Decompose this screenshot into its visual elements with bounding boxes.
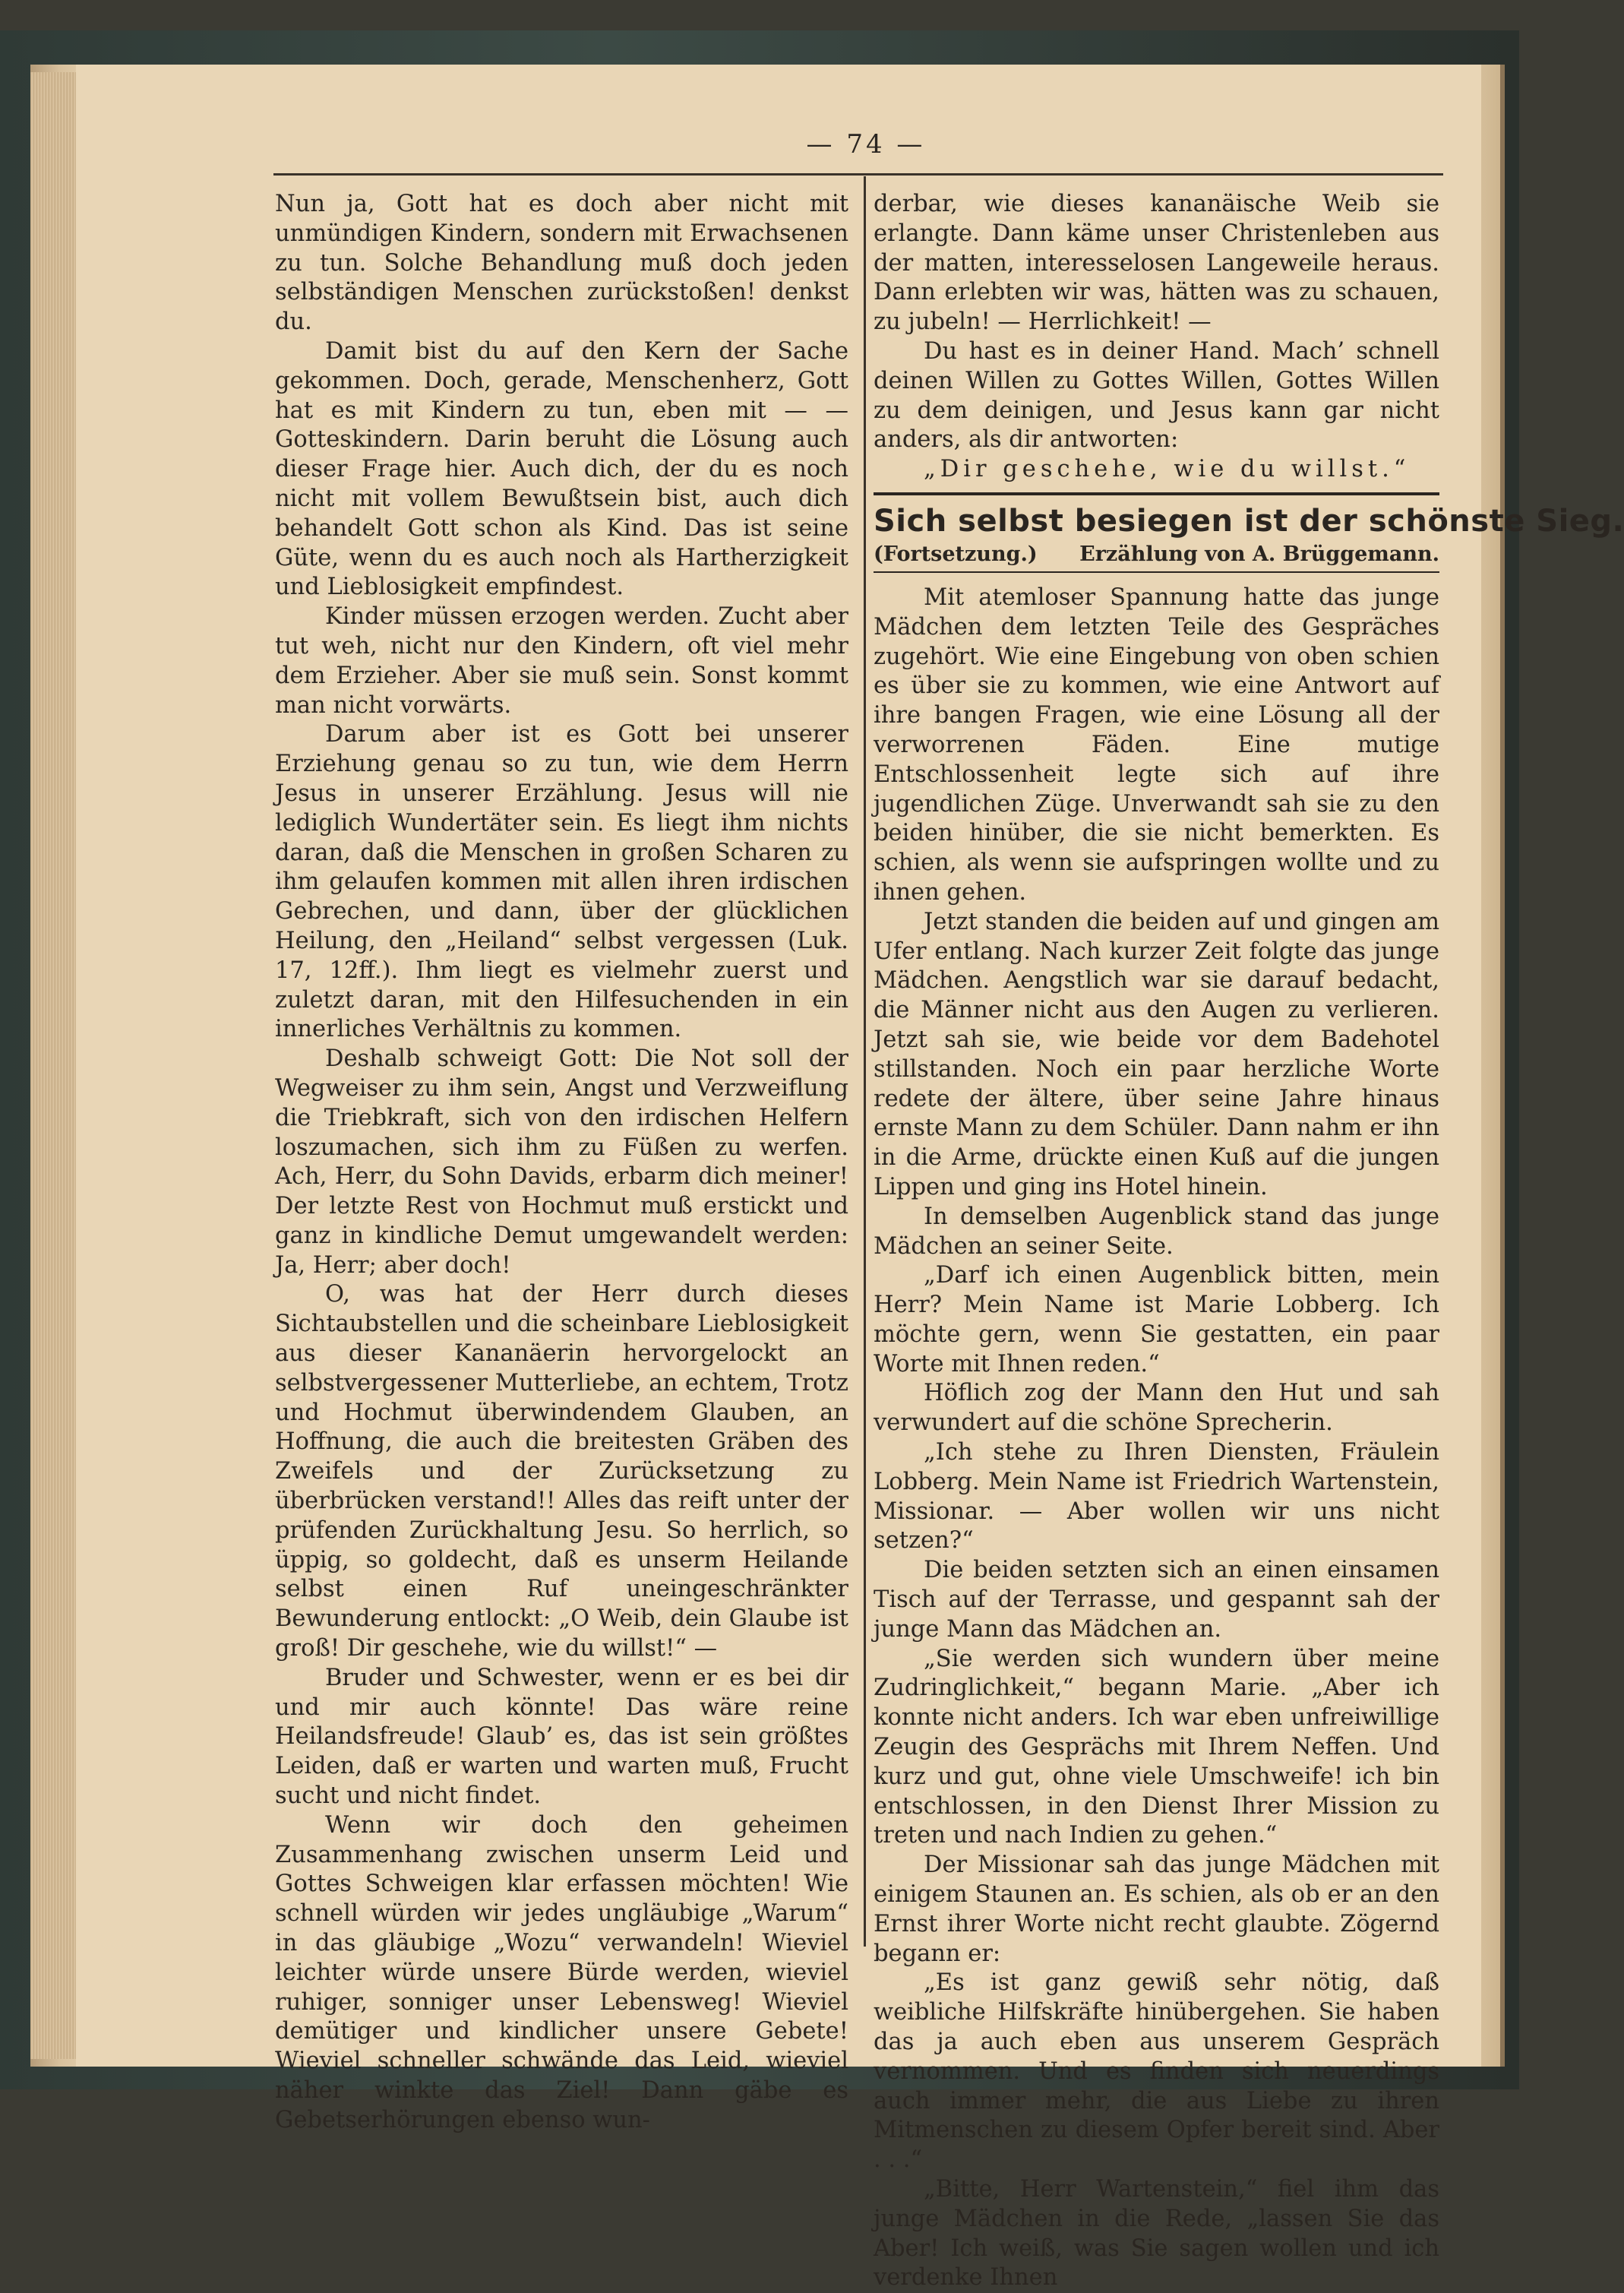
continuation-note: (Fortsetzung.) [874,542,1038,566]
paragraph: Bruder und Schwester, wenn er es bei dir und mir auch könnte! Das wäre reine Heilandsfreude! Glaub’ es, das ist sein größtes Leiden, daß er warten und warten muß, Frucht sucht und nicht findet. [275,1664,848,1810]
paragraph: Deshalb schweigt Gott: Die Not soll der Wegweiser zu ihm sein, Angst und Verzweiflung die Triebkraft, sich von den irdischen Helfern loszumachen, sich ihm zu Füßen zu werfen. Ach, Herr, du Sohn Davids, erbarm dich meiner! Der letzte Rest von Hochmut muß erstickt und ganz in kindliche Demut umgewandelt werden: Ja, Herr; aber doch! [275,1045,848,1279]
page-edges [30,72,76,2059]
title-rule-top [874,492,1439,495]
paragraph: Du hast es in deiner Hand. Mach’ schnell deinen Willen zu Gottes Willen, Gottes Willen zu dem deinigen, und Jesus kann gar nicht anders, als dir antworten: [874,337,1439,454]
story-author: Erzählung von A. Brüggemann. [1079,542,1439,566]
paragraph: Darum aber ist es Gott bei unserer Erziehung genau so zu tun, wie dem Herrn Jesus in unserer Erzählung. Jesus will nie lediglich Wundertäter sein. Es liegt ihm nichts daran, daß die Menschen in großen Scharen zu ihm gelaufen kommen mit allen ihren irdischen Gebrechen, und dann, über der glücklichen Heilung, den „Heiland“ selbst vergessen (Luk. 17, 12ff.). Ihm liegt es vielmehr zuerst und zuletzt daran, mit den Hilfesuchenden in ein innerliches Verhältnis zu kommen. [275,721,848,1043]
paragraph: Höflich zog der Mann den Hut und sah verwundert auf die schöne Sprecherin. [874,1380,1439,1437]
paragraph: Der Missionar sah das junge Mädchen mit einigem Staunen an. Es schien, als ob er an den Ernst ihrer Worte nicht recht glaubte. Zögernd begann er: [874,1852,1439,1967]
story-title: Sich selbst besiegen ist der schönste Sieg. [874,503,1624,539]
paragraph: „Ich stehe zu Ihren Diensten, Fräulein Lobberg. Mein Name ist Friedrich Wartenstein, Missionar. — Aber wollen wir uns nicht setzen?“ [874,1439,1439,1554]
paragraph: „Darf ich einen Augenblick bitten, mein Herr? Mein Name ist Marie Lobberg. Ich möchte gern, wenn Sie gestatten, ein paar Worte mit Ihnen reden.“ [874,1262,1439,1377]
paragraph: Nun ja, Gott hat es doch aber nicht mit unmündigen Kindern, sondern mit Erwachsenen zu tun. Solche Behandlung muß doch jeden selbständigen Menschen zurückstoßen! denkst du. [275,191,848,336]
paragraph: Mit atemloser Spannung hatte das junge Mädchen dem letzten Teile des Gespräches zugehört. Wie eine Eingebung von oben schien es über sie zu kommen, wie eine Antwort auf ihre bangen Fragen, wie eine Lösung all der verworrenen Fäden. Eine mutige Entschlossenheit legte sich auf ihre jugendlichen Züge. Unverwandt sah sie zu den beiden hinüber, die sie nicht bemerkten. Es schien, als wenn sie aufspringen wollte und zu ihnen gehen. [874,584,1439,906]
paragraph: „Bitte, Herr Wartenstein,“ fiel ihm das junge Mädchen in die Rede, „lassen Sie das Aber! Ich weiß, was Sie sagen wollen und ich verdenke Ihnen [874,2176,1439,2291]
paragraph: In demselben Augenblick stand das junge Mädchen an seiner Seite. [874,1203,1439,1260]
paragraph: O, was hat der Herr durch dieses Sichtaubstellen und die scheinbare Lieblosigkeit aus dieser Kananäerin hervorgelockt an selbstvergessener Mutterliebe, an echtem, Trotz und Hochmut überwindendem Glauben, an Hoffnung, die auch die breitesten Gräben des Zweifels und der Zurücksetzung zu überbrücken verstand!! Alles das reift unter der prüfenden Zurückhaltung Jesu. So herrlich, so üppig, so goldecht, daß es unserm Heilande selbst einen Ruf uneingeschränkter Bewunderung entlockt: „O Weib, dein Glaube ist groß! Dir geschehe, wie du willst!“ — [275,1281,848,1662]
story-byline-row [874,541,1439,568]
right-column [874,190,1624,2293]
paragraph: Damit bist du auf den Kern der Sache gekommen. Doch, gerade, Menschenherz, Gott hat es mit Kindern zu tun, eben mit — — Gotteskindern. Darin beruht die Lösung auch dieser Frage hier. Auch dich, der du es noch nicht mit vollem Bewußtsein bist, auch dich behandelt Gott schon als Kind. Das ist seine Güte, wenn du es auch noch als Hartherzigkeit und Lieblosigkeit empfindest. [275,337,848,601]
paragraph: „Sie werden sich wundern über meine Zudringlichkeit,“ begann Marie. „Aber ich konnte nicht anders. Ich war eben unfreiwillige Zeugin des Gesprächs mit Ihrem Neffen. Und kurz und gut, ohne viele Umschweife! ich bin entschlossen, in den Dienst Ihrer Mission zu treten und nach Indien zu gehen.“ [874,1645,1439,1849]
paragraph: Die beiden setzten sich an einen einsamen Tisch auf der Terrasse, und gespannt sah der junge Mann das Mädchen an. [874,1557,1439,1643]
column-divider [864,176,866,1947]
paragraph: „Es ist ganz gewiß sehr nötig, daß weibliche Hilfskräfte hinübergehen. Sie haben das ja auch eben aus unserem Gespräch vernommen. Und es finden sich neuerdings auch immer mehr, die aus Liebe zu ihren Mitmenschen zu diesem Opfer bereit sind. Aber . . .“ [874,1969,1439,2174]
paragraph: Jetzt standen die beiden auf und gingen am Ufer entlang. Nach kurzer Zeit folgte das junge Mädchen. Aengstlich war sie darauf bedacht, die Männer nicht aus den Augen zu verlieren. Jetzt sah sie, wie beide vor dem Badehotel stillstanden. Noch ein paar herzliche Worte redete der ältere, über seine Jahre hinaus ernste Mann zu dem Schüler. Dann nahm er ihn in die Arme, drückte einen Kuß auf die jungen Lippen und ging ins Hotel hinein. [874,908,1439,1200]
left-column [275,190,848,2136]
paragraph: Wenn wir doch den geheimen Zusammenhang zwischen unserm Leid und Gottes Schweigen klar erfassen möchten! Wie schnell würden wir jedes ungläubige „Warum“ in das gläubige „Wozu“ verwandeln! Wieviel leichter würde unsere Bürde werden, wieviel ruhiger, sonniger unser Lebensweg! Wieviel demütiger und kindlicher unsere Gebete! Wieviel schneller schwände das Leid, wieviel näher winkte das Ziel! Dann gäbe es Gebetserhörungen ebenso wun- [275,1811,848,2133]
header-rule [273,173,1443,176]
paragraph: Kinder müssen erzogen werden. Zucht aber tut weh, nicht nur den Kindern, oft viel mehr dem Erzieher. Aber sie muß sein. Sonst kommt man nicht vorwärts. [275,603,848,719]
paragraph: „Dir geschehe, wie du willst.“ [924,456,1411,483]
title-rule-bottom [874,571,1439,573]
page-number: — 74 — [806,129,926,160]
paragraph: derbar, wie dieses kananäische Weib sie erlangte. Dann käme unser Christenleben aus der matten, interesselosen Langeweile heraus. Dann erlebten wir was, hätten was zu schauen, zu jubeln! — Herrlichkeit! — [874,191,1439,336]
